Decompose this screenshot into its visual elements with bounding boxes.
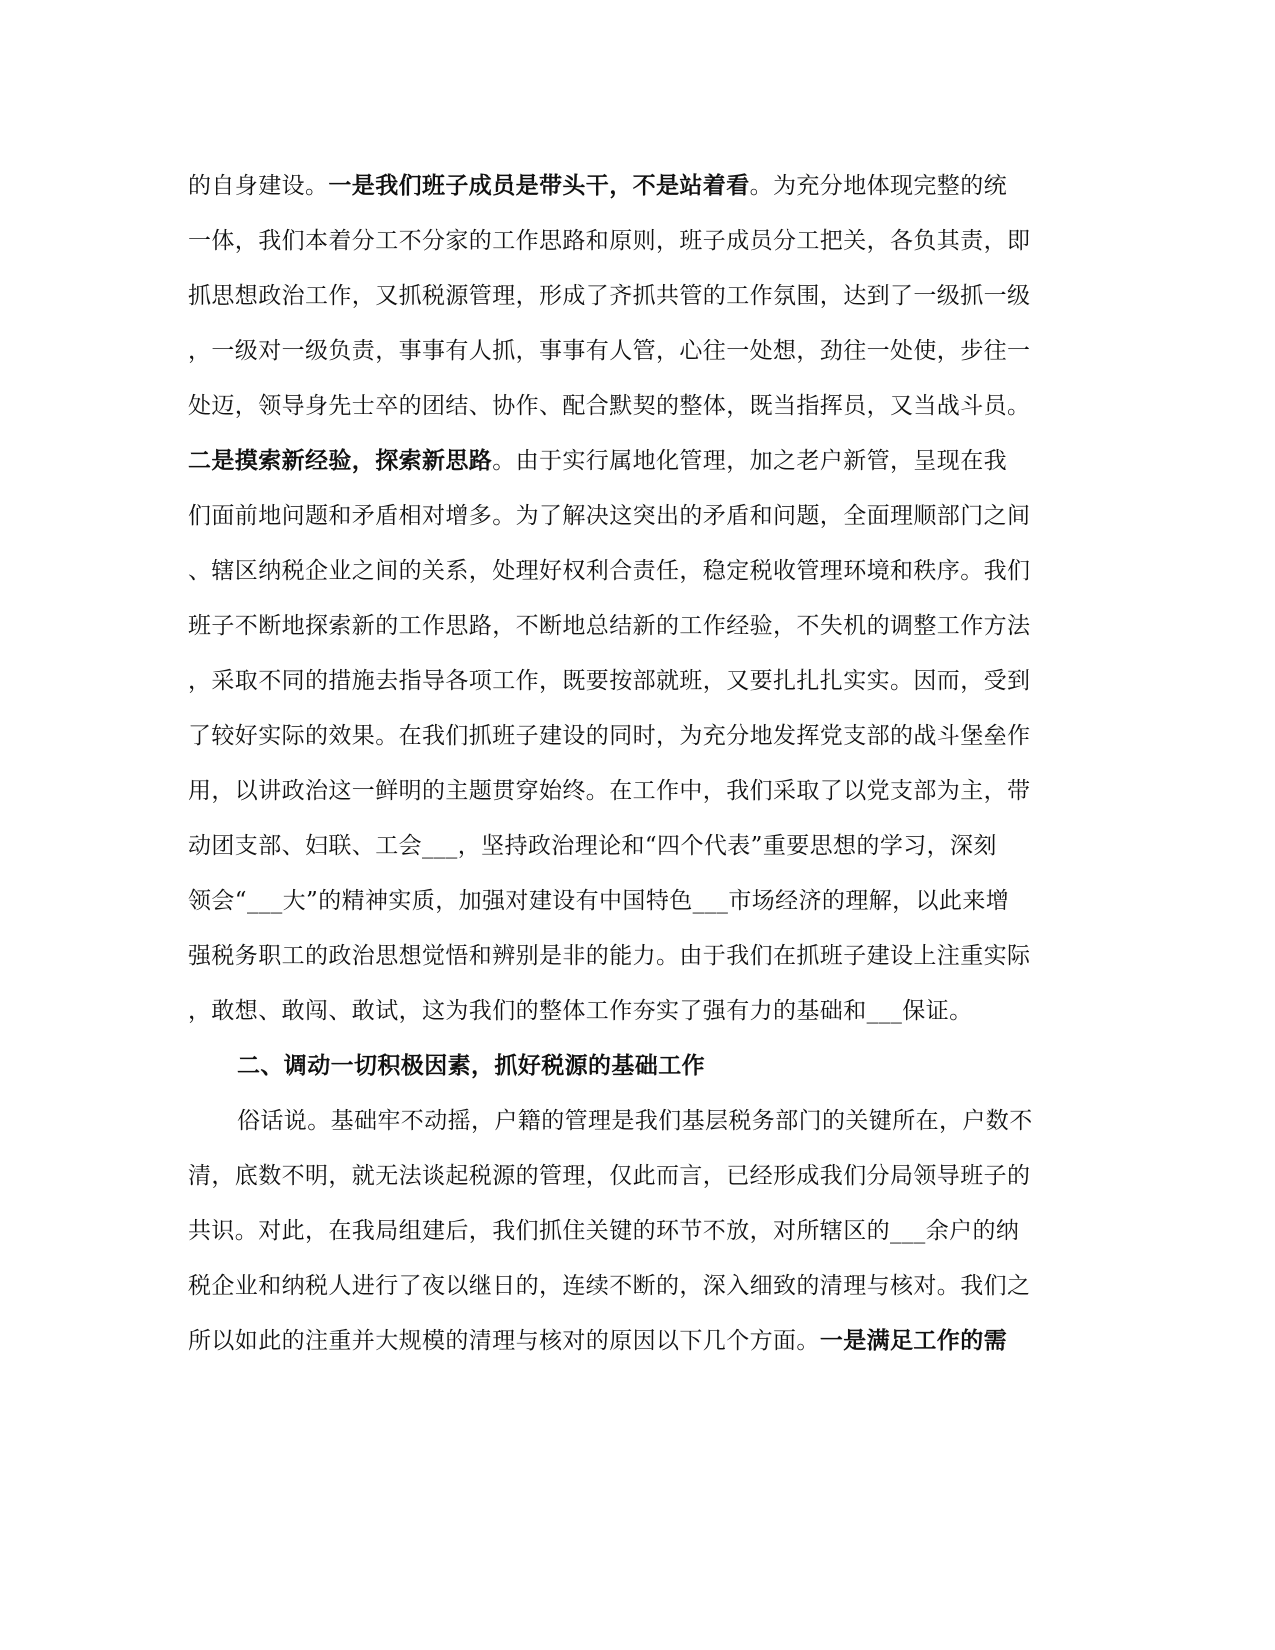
text-line: 的自身建设。一是我们班子成员是带头干，不是站着看。为充分地体现完整的统	[188, 172, 1008, 199]
text-line: ，敢想、敢闯、敢试，这为我们的整体工作夯实了强有力的基础和___保证。	[188, 998, 973, 1024]
text-line: 抓思想政治工作，又抓税源管理，形成了齐抓共管的工作氛围，达到了一级抓一级	[188, 283, 1031, 309]
text-line: 税企业和纳税人进行了夜以继日的，连续不断的，深入细致的清理与核对。我们之	[188, 1273, 1031, 1299]
text-line: 俗话说。基础牢不动摇，户籍的管理是我们基层税务部门的关键所在，户数不	[237, 1108, 1033, 1134]
text-line: 处迈，领导身先士卒的团结、协作、配合默契的整体，既当指挥员，又当战斗员。	[188, 393, 1031, 419]
section-heading: 二、调动一切积极因素，抓好税源的基础工作	[237, 1052, 705, 1079]
text-line: 用，以讲政治这一鲜明的主题贯穿始终。在工作中，我们采取了以党支部为主，带	[188, 778, 1031, 804]
text-line: 所以如此的注重并大规模的清理与核对的原因以下几个方面。一是满足工作的需	[188, 1327, 1008, 1354]
text-line: 、辖区纳税企业之间的关系，处理好权利合责任，稳定税收管理环境和秩序。我们	[188, 558, 1031, 584]
text-line: 清，底数不明，就无法谈起税源的管理，仅此而言，已经形成我们分局领导班子的	[188, 1163, 1031, 1189]
text-line: 领会“___大”的精神实质，加强对建设有中国特色___市场经济的理解，以此来增	[188, 888, 1010, 914]
text-line: 了较好实际的效果。在我们抓班子建设的同时，为充分地发挥党支部的战斗堡垒作	[188, 723, 1031, 749]
text-line: 一体，我们本着分工不分家的工作思路和原则，班子成员分工把关，各负其责，即	[188, 228, 1031, 254]
text-line: 二是摸索新经验，探索新思路。由于实行属地化管理，加之老户新管，呈现在我	[188, 447, 1008, 474]
text-line: 动团支部、妇联、工会___，坚持政治理论和“四个代表”重要思想的学习，深刻	[188, 833, 997, 859]
text-line: 们面前地问题和矛盾相对增多。为了解决这突出的矛盾和问题，全面理顺部门之间	[188, 503, 1031, 529]
text-line: ，采取不同的措施去指导各项工作，既要按部就班，又要扎扎扎实实。因而，受到	[188, 668, 1031, 694]
text-line: ，一级对一级负责，事事有人抓，事事有人管，心往一处想，劲往一处使，步往一	[188, 338, 1031, 364]
text-line: 强税务职工的政治思想觉悟和辨别是非的能力。由于我们在抓班子建设上注重实际	[188, 943, 1031, 969]
text-line: 班子不断地探索新的工作思路，不断地总结新的工作经验，不失机的调整工作方法	[188, 613, 1031, 639]
text-line: 共识。对此，在我局组建后，我们抓住关键的环节不放，对所辖区的___余户的纳	[188, 1218, 1020, 1244]
